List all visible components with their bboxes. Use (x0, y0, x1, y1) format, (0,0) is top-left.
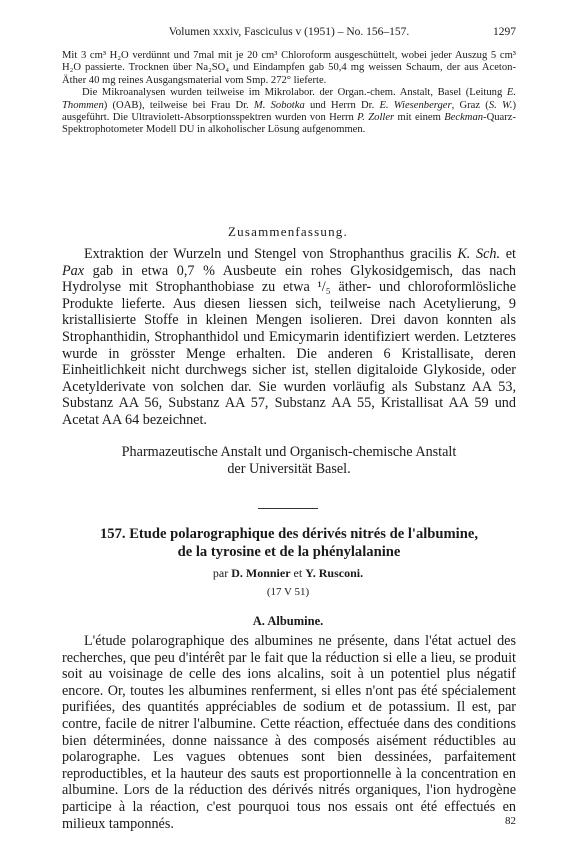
summary-section (62, 246, 516, 429)
running-header (62, 26, 516, 42)
person-initials: S. W. (488, 99, 513, 111)
affiliation-line: der Universität Basel. (227, 460, 351, 477)
section-divider (258, 508, 318, 509)
experimental-section (62, 50, 516, 137)
article-title-line: de la tyrosine et de la phénylalanine (177, 544, 401, 560)
acknowledgement-paragraph: Die Mikroanalysen wurden teilweise im Mikrolabor. der Organ.-chem. Anstalt, Basel (Leitung E. Thommen) (OAB), teilweise bei Frau Dr. M. Sobotka und Herrn Dr. E. Wiesenberger, Graz (S. W.) ausgeführt. Die Ultraviolett-Absorptionsspektren wurden von Herrn P. Zoller mit einem Beckman-Quarz-Spektrophotometer Modell DU in alkoholischer Lösung aufgenommen. (62, 87, 516, 136)
summary-heading: Zusammenfassung. (228, 224, 348, 239)
author-name: D. Monnier (231, 566, 291, 580)
author-name: Y. Rusconi. (305, 566, 364, 580)
summary-paragraph: Extraktion der Wurzeln und Stengel von Strophanthus gracilis K. Sch. et Pax gab in etwa 0,7 % Ausbeute ein rohes Glykosidgemisch, das nach Hydrolyse mit Strophanthobiase zu etwa ¹/₅ äther- und chloroformlösliche Produkte lieferte. Aus diesen liessen sich, teilweise nach Acetylierung, 9 kristallisierte Stoffe in kleinen Mengen isolieren. Drei davon konnten als Strophanthidin, Strophanthidol und Emicymarin identifiziert werden. Letzteres wurde in grösster Menge erhalten. Die anderen 6 Kristallisate, deren Einheitlichkeit nicht durchwegs sicher ist, stellen digitaloide Glykoside, oder Acetylderivate von solchen dar. Sie wurden vorläufig als Substanz AA 53, Substanz AA 56, Substanz AA 57, Substanz AA 55, Kristallisat AA 59 und Acetat AA 64 bezeichnet. (62, 246, 516, 428)
affiliation-line: Pharmazeutische Anstalt und Organisch-chemische Anstalt (121, 444, 457, 460)
body-paragraph: L'étude polarographique des albumines ne présente, dans l'état actuel des recherches, que peu d'intérêt par le fait que la réduction si elle a lieu, se produit soit au voisinage de celle des ions alcalins, soit à un potentiel plus négatif encore. Or, toutes les albumines renferment, si elles n'ont pas été spécialement purifiées, des quantités appréciables de sodium et de potassium. Il est, par contre, facile de nitrer l'albumine. Cette réaction, effectuée dans des conditions bien déterminées, donne naissance à des composés aisément réductibles au polarographe. Les vagues obtenues sont bien dessinées, parfaitement reproductibles, et la hauteur des sauts est proportionnelle à la concentration en albumine. Lors de la réduction des dérivés nitrés organiques, l'ion hydrogène participe à la réaction, c'est pourquoi tous nos essais ont été effectués en milieux tamponnés. (62, 633, 516, 832)
article-title (62, 525, 516, 561)
experimental-paragraph: Mit 3 cm³ H₂O verdünnt und 7mal mit je 20 cm³ Chloroform ausgeschüttelt, wobei jeder Auszug 5 cm³ H₂O passierte. Trocknen über Na₂SO₄ und Eindampfen gab 50,4 mg weissen Schaum, der aus Aceton-Äther 40 mg reines Ausgangsmaterial vom Smp. 272° lieferte. (62, 50, 516, 86)
botanical-author: Pax (62, 262, 85, 279)
instrument-brand: Beckman (444, 112, 484, 124)
summary-affiliation (62, 444, 516, 477)
person-name: M. Sobotka (253, 99, 305, 111)
article-body (62, 633, 516, 832)
article-title-line: 157. Etude polarographique des dérivés nitrés de l'albumine, (100, 526, 478, 542)
article-byline: par D. Monnier et Y. Rusconi. (212, 566, 364, 580)
sheet-number: 82 (505, 815, 516, 827)
person-name: P. Zoller (357, 112, 395, 124)
botanical-author: K. Sch. (457, 246, 501, 262)
person-name: E. Wiesenberger (379, 99, 452, 111)
section-heading: A. Albumine. (252, 614, 324, 628)
person-name: E. Thommen (62, 87, 516, 111)
page-number: 1297 (493, 26, 516, 38)
received-date: (17 V 51) (266, 586, 310, 598)
running-title: Volumen xxxiv, Fasciculus v (1951) – No. 156–157. (168, 26, 410, 38)
